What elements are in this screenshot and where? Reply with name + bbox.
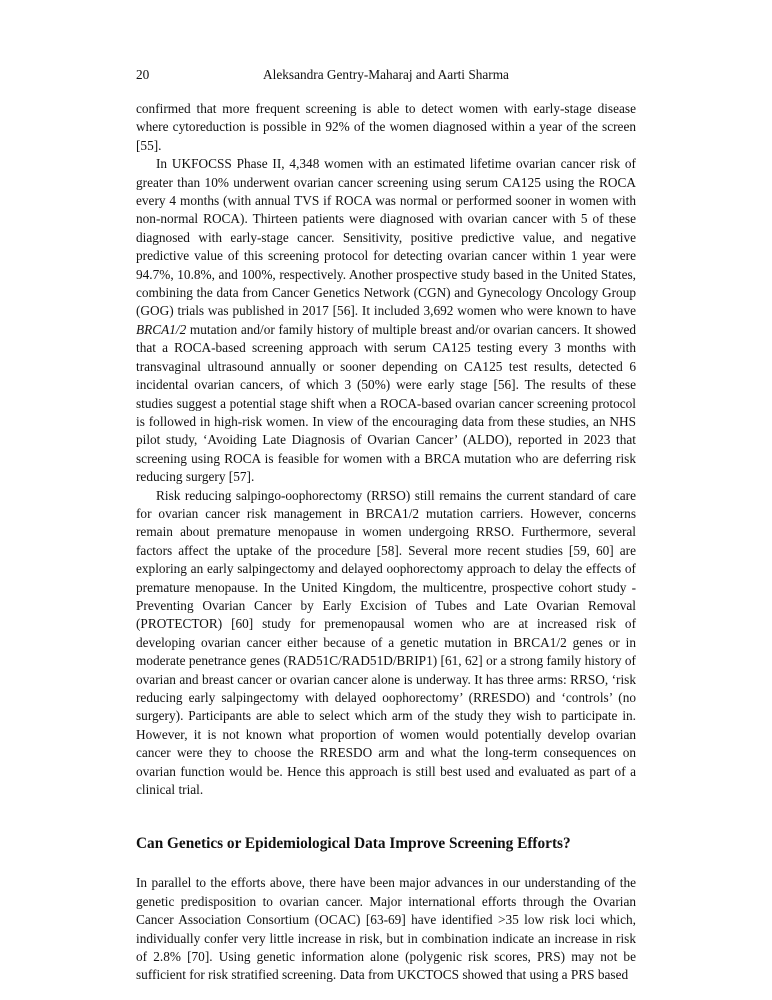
paragraph-genetics: In parallel to the efforts above, there have been major advances in our understanding of the genetic predisposition to ovarian cancer. Major international efforts through the Ovarian Cancer Association Consortium (OCAC) [63-69] have identified >35 low risk loci which, individually confer very little increase in risk, but in combination indicate an increase in risk of 2.8% [70]. Using genetic information alone (polygenic risk scores, PRS) may not be sufficient for risk stratified screening. Data from UKCTOCS showed that using a PRS based [136, 875, 636, 983]
paragraph-ukfocss-text-2: mutation and/or family history of multiple breast and/or ovarian cancers. It showed that a ROCA-based screening approach with serum CA125 testing every 3 months with transvaginal ultrasound annually or sooner depending on CA125 test results, detected 6 incidental ovarian cancers, of which 3 (50%) were early stage [56]. The results of these studies suggest a potential stage shift when a ROCA-based ovarian cancer screening protocol is followed in high-risk women. In view of the encouraging data from these studies, an NHS pilot study, ‘Avoiding Late Diagnosis of Ovarian Cancer’ (ALDO), reported in 2023 that screening using ROCA is feasible for women with a BRCA mutation who are deferring risk reducing surgery [57]. [136, 321, 636, 485]
section-heading: Can Genetics or Epidemiological Data Improve Screening Efforts? [136, 835, 571, 853]
paragraph-rrso: Risk reducing salpingo-oophorectomy (RRSO) still remains the current standard of care for ovarian cancer risk management in BRCA1/2 mutation carriers. However, concerns remain about premature menopause in women undergoing RRSO. Furthermore, several factors affect the uptake of the procedure [58]. Several more recent studies [59, 60] are exploring an early salpingectomy and delayed oophorectomy approach to delay the effects of premature menopause. In the United Kingdom, the multicentre, prospective cohort study - Preventing Ovarian Cancer by Early Excision of Tubes and Late Ovarian Removal (PROTECTOR) [60] study for premenopausal women who are at increased risk of developing ovarian cancer either because of a genetic mutation in BRCA1/2 genes or in moderate penetrance genes (RAD51C/RAD51D/BRIP1) [61, 62] or a strong family history of ovarian and breast cancer or ovarian cancer alone is underway. It has three arms: RRSO, ‘risk reducing early salpingectomy with delayed oophorectomy’ (RRESDO) and ‘controls’ (no surgery). Participants are able to select which arm of the study they wish to participate in. However, it is not known what proportion of women would potentially develop ovarian cancer were they to choose the RRESDO arm and what the long-term consequences on ovarian function would be. Hence this approach is still best used and evaluated as part of a clinical trial. [136, 487, 636, 798]
paragraph-continued: confirmed that more frequent screening is able to detect women with early-stage disease where cytoreduction is possible in 92% of the women diagnosed within a year of the screen [55]. [136, 101, 636, 153]
paragraph-ukfocss-text-1: In UKFOCSS Phase II, 4,348 women with an estimated lifetime ovarian cancer risk of greater than 10% underwent ovarian cancer screening using serum CA125 using the ROCA every 4 months (with annual TVS if ROCA was normal or performed sooner in women with non-normal ROCA). Thirteen patients were diagnosed with ovarian cancer with 5 of these diagnosed with early-stage cancer. Sensitivity, positive predictive value, and negative predictive value of this screening protocol for detecting ovarian cancer within 1 year were 94.7%, 10.8%, and 100%, respectively. Another prospective study based in the United States, combining the data from Cancer Genetics Network (CGN) and Gynecology Oncology Group (GOG) trials was published in 2017 [56]. It included 3,692 women who were known to have [136, 156, 636, 319]
page-header [136, 64, 636, 86]
paragraph-ukfocss [136, 155, 636, 486]
running-head: Aleksandra Gentry-Maharaj and Aarti Sharma [263, 67, 509, 82]
body-text [136, 100, 636, 985]
page-number: 20 [136, 67, 150, 82]
gene-name-italic: BRCA1/2 [136, 321, 187, 337]
